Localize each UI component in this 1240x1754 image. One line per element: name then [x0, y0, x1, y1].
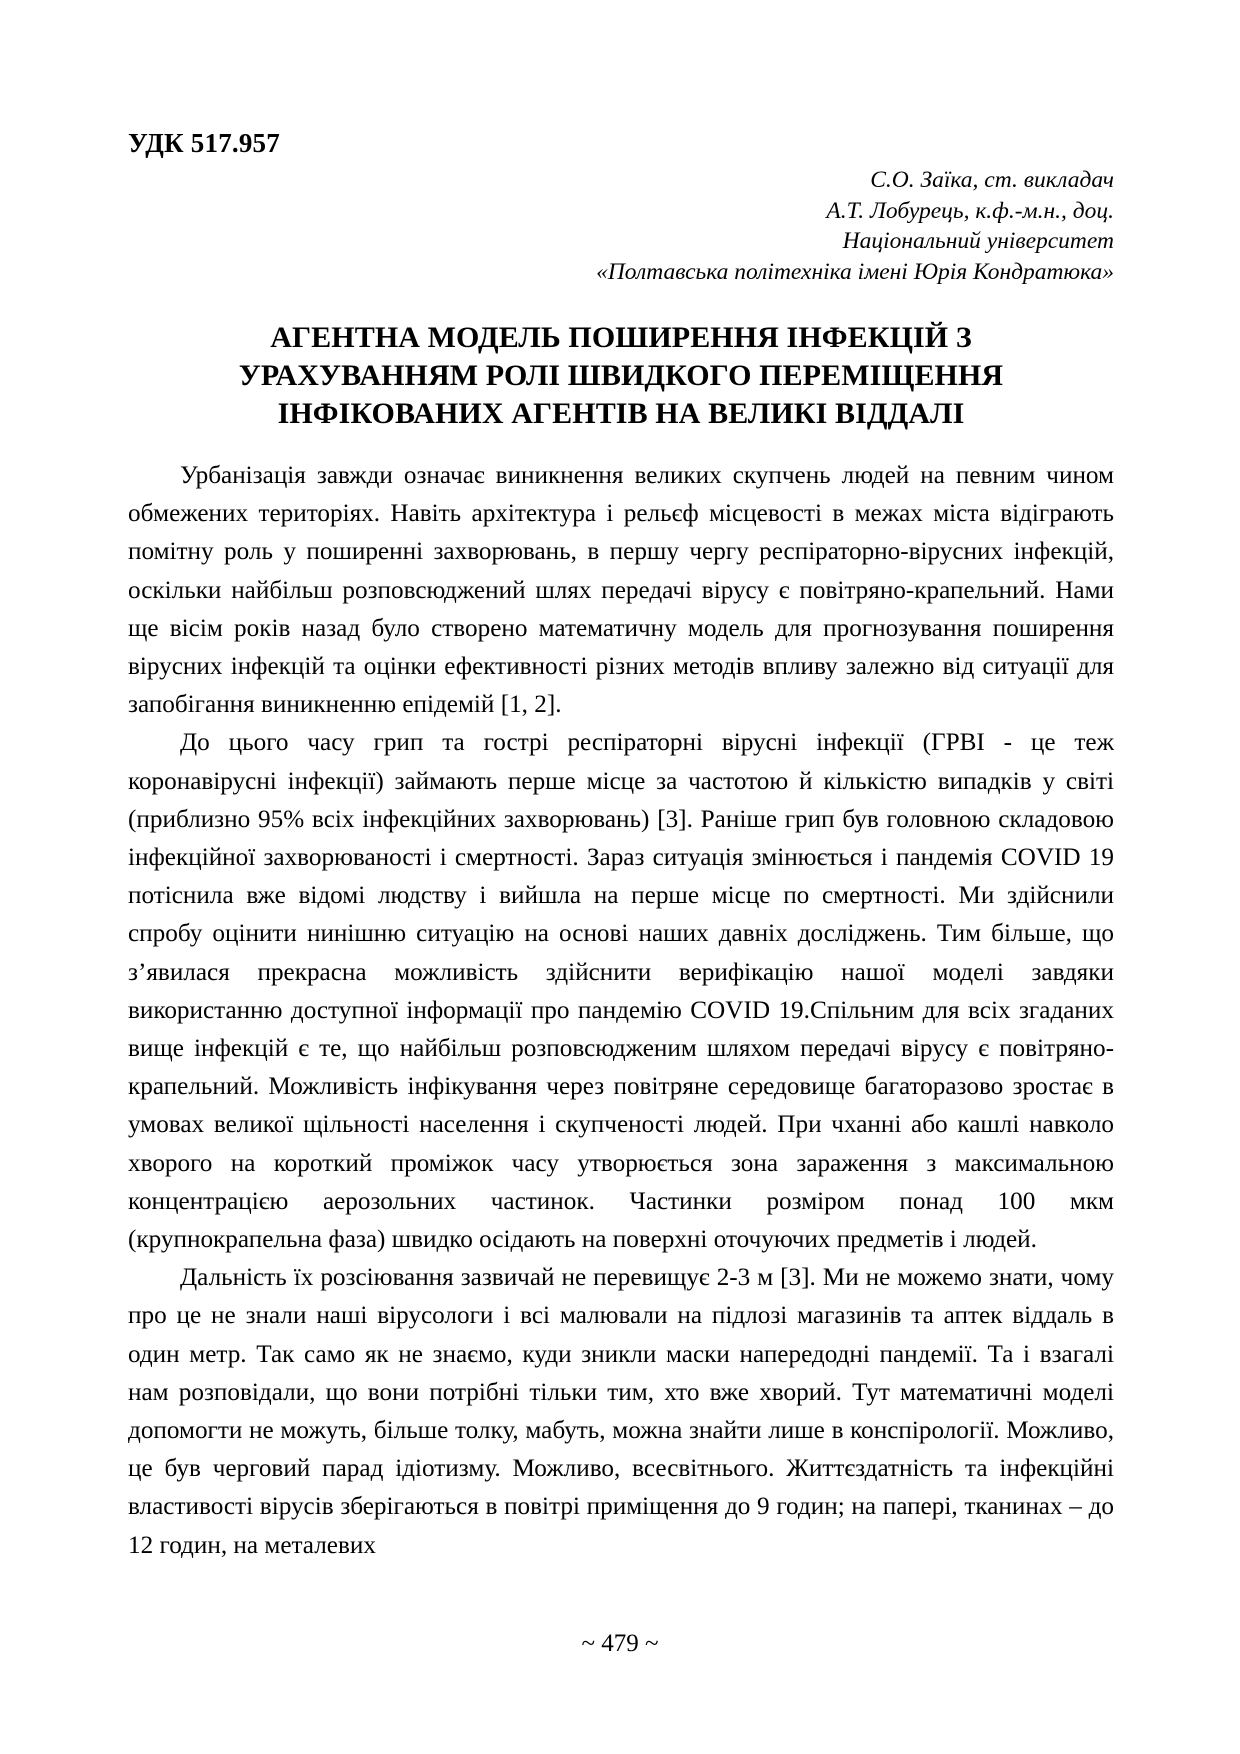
article-body: [128, 457, 1114, 1565]
udk-row: [128, 128, 1114, 162]
byline-author-2: А.Т. Лобурець, к.ф.-м.н., доц.: [826, 197, 1114, 224]
page-title: [128, 319, 1114, 433]
byline-author-1: С.О. Заїка, ст. викладач: [870, 167, 1114, 193]
author-byline: [128, 165, 1114, 287]
title-line-2: УРАХУВАННЯМ РОЛІ ШВИДКОГО ПЕРЕМІЩЕННЯ: [238, 359, 1004, 392]
byline-affiliation-2: «Полтавська політехніка імені Юрія Кондратюка»: [596, 258, 1114, 285]
title-line-3: ІНФІКОВАНИХ АГЕНТІВ НА ВЕЛИКІ ВІДДАЛІ: [277, 397, 965, 430]
body-paragraph-2: До цього часу грип та гострі респіраторні вірусні інфекції (ГРВІ - це теж коронавірусні інфекції) займають перше місце за частотою й кількістю випадків у світі (приблизно 95% всіх інфекційних захворювань) [3]. Раніше грип був головною складовою інфекційної захворюваності і смертності. Зараз ситуація змінюється і пандемія COVID 19 потіснила вже відомі людству і вийшла на перше місце по смертності. Ми здійснили спробу оцінити нинішню ситуацію на основі наших давніх досліджень. Тим більше, що з’явилася прекрасна можливість здійснити верифікацію нашої моделі завдяки використанню доступної інформації про пандемію COVID 19.Спільним для всіх згаданих вище інфекцій є те, що найбільш розповсюдженим шляхом передачі вірусу є повітряно-крапельний. Можливість інфікування через повітряне середовище багаторазово зростає в умовах великої щільності населення і скупченості людей. При чханні або кашлі навколо хворого на короткий проміжок часу утворюється зона зараження з максимальною концентрацією аерозольних частинок. Частинки розміром понад 100 мкм (крупнокрапельна фаза) швидко осідають на поверхні оточуючих предметів і людей.: [128, 729, 1114, 1254]
page-content: [128, 0, 1114, 1565]
page-number: ~ 479 ~: [581, 1630, 659, 1657]
page-footer: [0, 1630, 1240, 1658]
udk-code: УДК 517.957: [128, 128, 280, 158]
body-paragraph-3: Дальність їх розсіювання зазвичай не перевищує 2-3 м [3]. Ми не можемо знати, чому про це не знали наші вірусологи і всі малювали на підлозі магазинів та аптек віддаль в один метр. Так само як не знаємо, куди зникли маски напередодні пандемії. Та і взагалі нам розповідали, що вони потрібні тільки тим, хто вже хворий. Тут математичні моделі допомогти не можуть, більше толку, мабуть, можна знайти лише в конспірології. Можливо, це був черговий парад ідіотизму. Можливо, всесвітнього. Життєздатність та інфекційні властивості вірусів зберігаються в повітрі приміщення до 9 годин; на папері, тканинах – до 12 годин, на металевих: [128, 1264, 1114, 1559]
title-line-1: АГЕНТНА МОДЕЛЬ ПОШИРЕННЯ ІНФЕКЦІЙ З: [270, 321, 972, 354]
byline-affiliation-1: Національний університет: [842, 228, 1114, 254]
body-paragraph-1: Урбанізація завжди означає виникнення великих скупчень людей на певним чином обмежених територіях. Навіть архітектура і рельєф місцевості в межах міста відіграють помітну роль у поширенні захворювань, в першу чергу респіраторно-вірусних інфекцій, оскільки найбільш розповсюджений шлях передачі вірусу є повітряно-крапельний. Нами ще вісім років назад було створено математичну модель для прогнозування поширення вірусних інфекцій та оцінки ефективності різних методів впливу залежно від ситуації для запобігання виникненню епідемій [1, 2].: [128, 462, 1114, 719]
